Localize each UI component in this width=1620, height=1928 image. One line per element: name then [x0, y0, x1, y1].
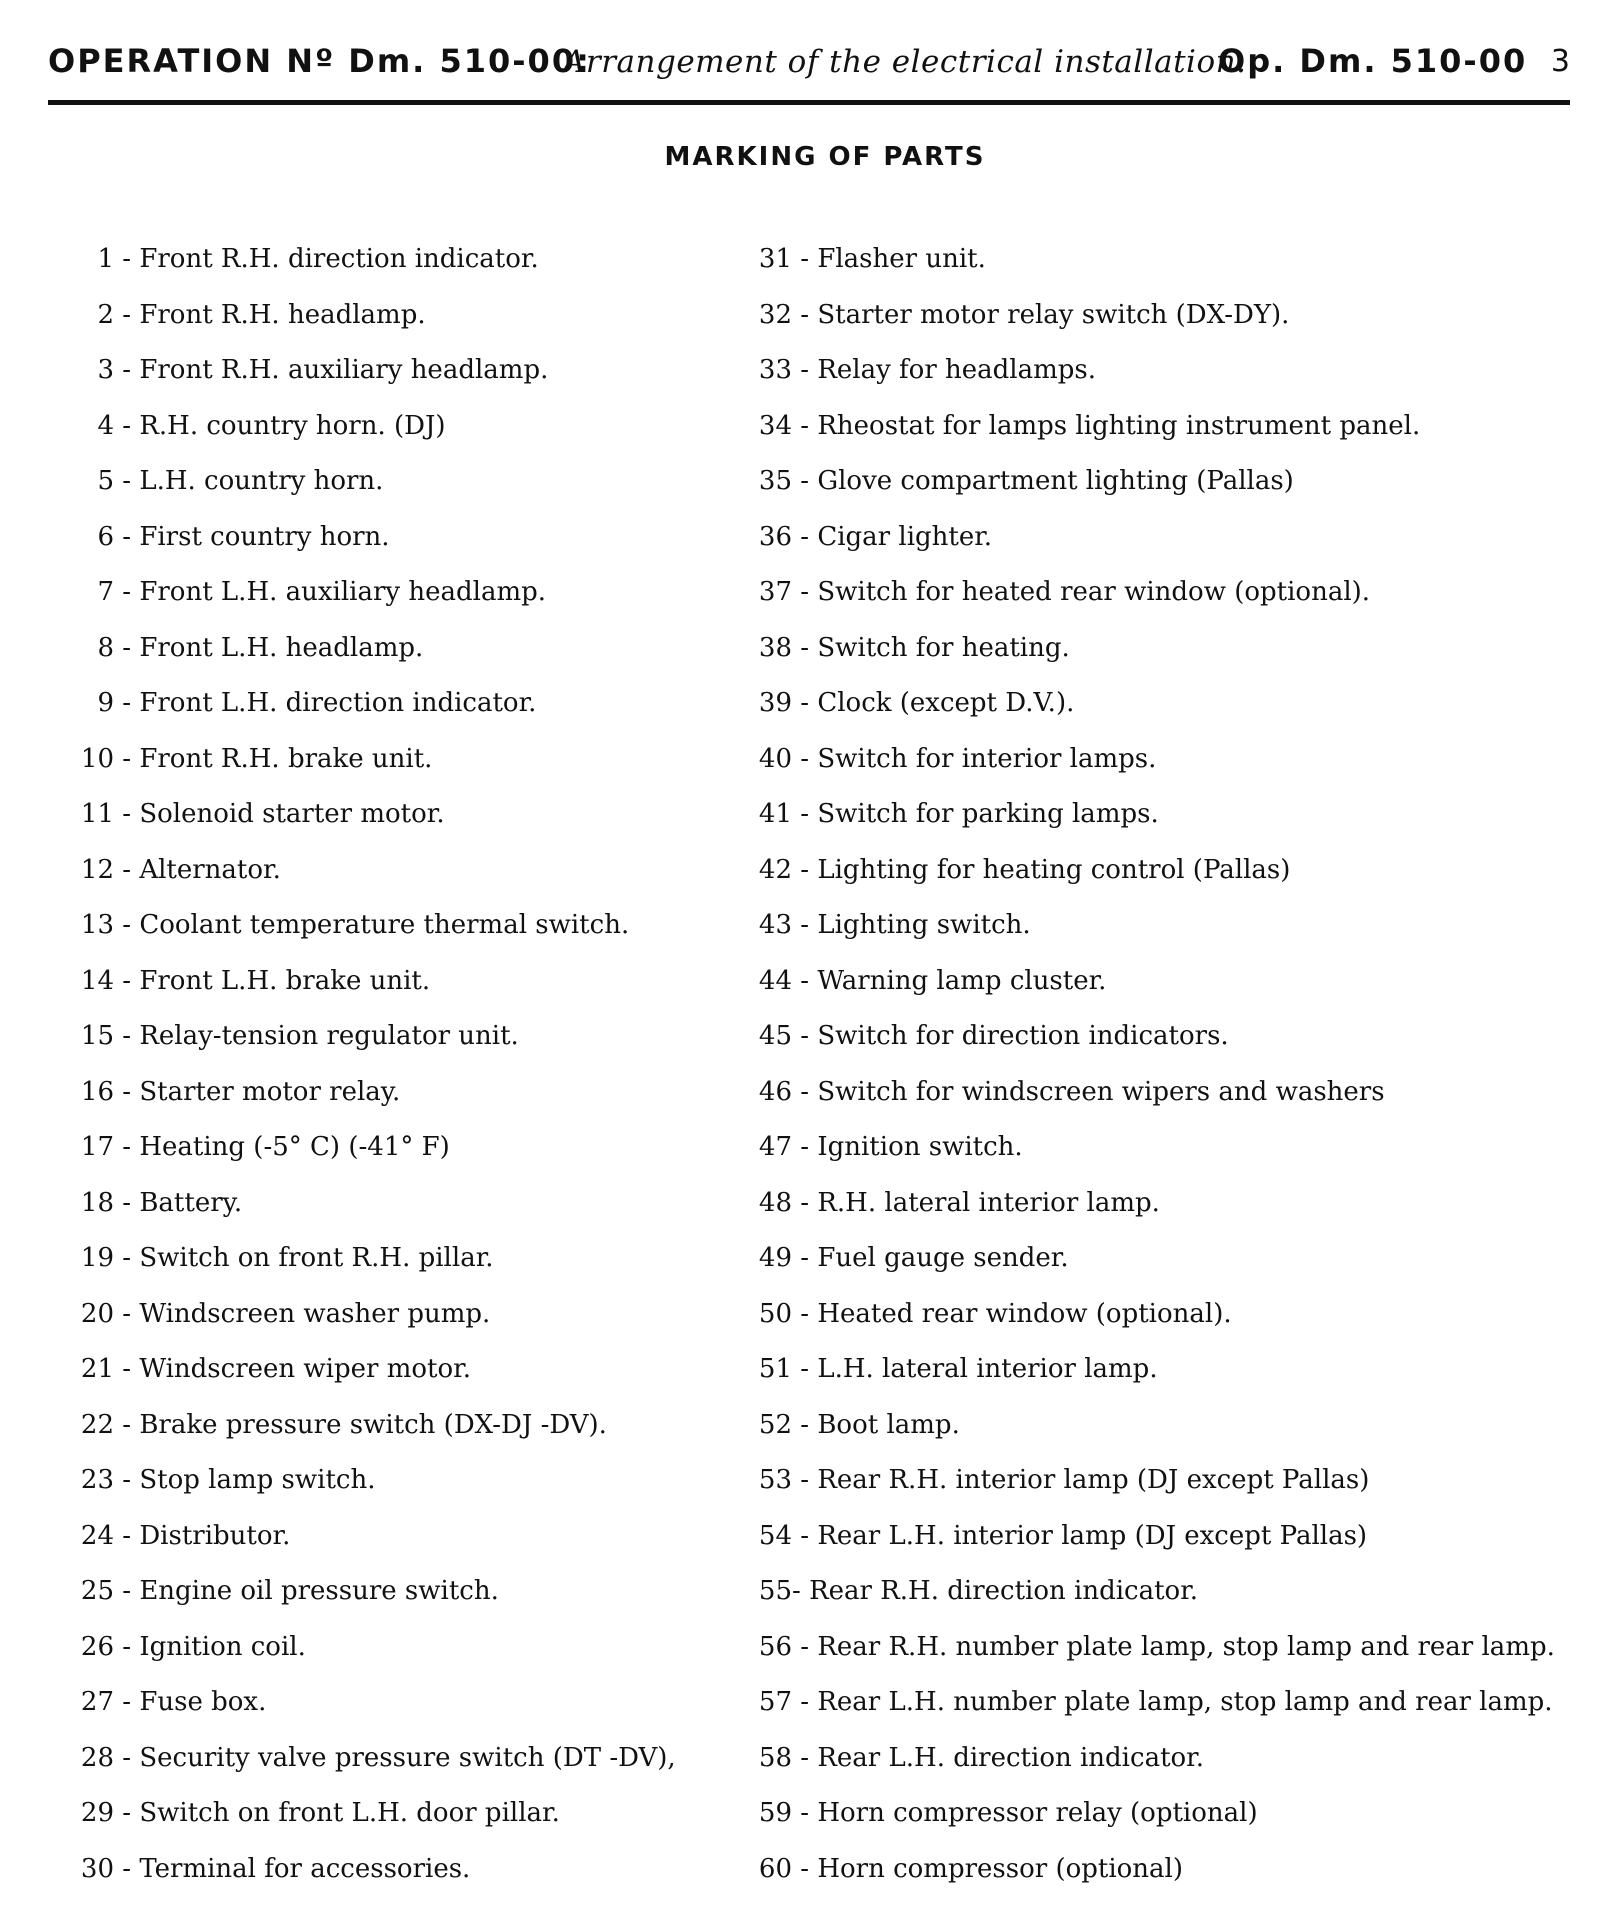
part-number: 20	[80, 1298, 114, 1329]
part-description: Rear R.H. number plate lamp, stop lamp and rear lamp.	[817, 1631, 1555, 1662]
part-description: Switch for windscreen wipers and washers	[817, 1076, 1385, 1107]
part-number: 14	[80, 965, 114, 996]
part-description: Brake pressure switch (DX-DJ -DV).	[139, 1409, 607, 1440]
part-number: 59	[758, 1798, 792, 1828]
list-item	[750, 399, 1580, 455]
separator: -	[792, 1187, 818, 1218]
part-number: 27	[80, 1687, 114, 1717]
list-item	[750, 1287, 1580, 1343]
separator: -	[114, 355, 140, 385]
part-description: Front R.H. headlamp.	[139, 299, 426, 330]
part-number: 41	[758, 799, 792, 829]
part-description: Terminal for accessories.	[139, 1853, 471, 1884]
part-description: Switch for heated rear window (optional).	[817, 577, 1371, 607]
separator: -	[792, 1798, 818, 1828]
separator: -	[114, 1187, 140, 1218]
list-item	[50, 565, 700, 621]
list-item	[750, 1398, 1580, 1454]
separator: -	[114, 854, 140, 885]
separator: -	[792, 577, 818, 607]
part-number: 48	[758, 1187, 792, 1218]
separator: -	[792, 1354, 818, 1384]
part-description: Relay for headlamps.	[817, 355, 1097, 385]
part-description: Starter motor relay.	[139, 1076, 401, 1107]
separator: -	[792, 632, 818, 663]
part-number: 34	[758, 410, 792, 441]
part-number: 1	[97, 244, 114, 274]
list-item	[750, 898, 1580, 954]
list-item	[50, 454, 700, 510]
part-number: 47	[758, 1132, 792, 1162]
part-description: Security valve pressure switch (DT -DV),	[139, 1742, 676, 1773]
part-description: Switch for interior lamps.	[817, 743, 1157, 774]
separator: -	[792, 410, 818, 441]
part-description: Cigar lighter.	[817, 521, 993, 552]
list-item	[750, 1342, 1580, 1398]
part-number: 12	[80, 854, 114, 885]
part-description: Lighting switch.	[817, 910, 1031, 940]
part-description: Switch on front L.H. door pillar.	[139, 1798, 560, 1828]
part-number: 40	[758, 743, 792, 774]
part-number: 28	[80, 1742, 114, 1773]
part-number: 5	[97, 466, 114, 496]
part-description: Heated rear window (optional).	[817, 1298, 1232, 1329]
part-number: 21	[80, 1354, 114, 1384]
separator: -	[114, 1520, 140, 1551]
part-number: 33	[758, 355, 792, 385]
part-number: 11	[80, 799, 114, 829]
part-number: 60	[758, 1853, 792, 1884]
part-number: 4	[97, 410, 114, 441]
list-item	[750, 676, 1580, 732]
part-description: Battery.	[139, 1187, 243, 1218]
header-rule	[48, 100, 1570, 105]
list-item	[50, 1453, 700, 1509]
list-item	[50, 1231, 700, 1287]
separator: -	[792, 1687, 818, 1717]
list-item	[750, 732, 1580, 788]
separator: -	[114, 1631, 140, 1662]
part-number: 55	[758, 1576, 792, 1606]
separator: -	[114, 410, 140, 441]
part-number: 3	[97, 355, 114, 385]
separator: -	[792, 854, 818, 885]
part-description: Front L.H. direction indicator.	[139, 688, 537, 718]
list-item	[750, 1564, 1580, 1620]
list-item	[750, 1509, 1580, 1565]
part-number: 2	[97, 299, 114, 330]
part-description: Ignition coil.	[139, 1631, 306, 1662]
part-description: Front R.H. direction indicator.	[139, 244, 539, 274]
separator: -	[792, 1021, 818, 1051]
page-header	[48, 42, 1570, 88]
separator: -	[114, 1076, 140, 1107]
separator: -	[114, 743, 140, 774]
separator: -	[792, 1076, 818, 1107]
list-item	[50, 621, 700, 677]
separator: -	[114, 521, 140, 552]
list-item	[50, 898, 700, 954]
part-number: 38	[758, 632, 792, 663]
part-number: 44	[758, 965, 792, 996]
separator: -	[792, 1853, 818, 1884]
part-number: 25	[80, 1576, 114, 1606]
list-item	[750, 565, 1580, 621]
part-number: 8	[97, 632, 114, 663]
part-description: Windscreen washer pump.	[139, 1298, 491, 1329]
separator: -	[792, 299, 818, 330]
list-item	[750, 1453, 1580, 1509]
separator: -	[114, 1354, 140, 1384]
part-description: Windscreen wiper motor.	[139, 1354, 471, 1384]
list-item	[750, 1065, 1580, 1121]
part-description: Switch for parking lamps.	[817, 799, 1159, 829]
part-description: Relay-tension regulator unit.	[139, 1021, 519, 1051]
separator: -	[114, 799, 140, 829]
separator: -	[114, 1243, 140, 1273]
part-description: Horn compressor (optional)	[817, 1853, 1184, 1884]
separator: -	[792, 521, 818, 552]
list-item	[50, 1287, 700, 1343]
separator: -	[114, 910, 140, 940]
separator: -	[792, 244, 818, 274]
list-item	[50, 510, 700, 566]
part-description: Rear L.H. direction indicator.	[817, 1742, 1205, 1773]
separator: -	[114, 1021, 140, 1051]
part-number: 9	[97, 688, 114, 718]
separator: -	[114, 688, 140, 718]
part-number: 43	[758, 910, 792, 940]
list-item	[750, 787, 1580, 843]
list-item	[750, 1675, 1580, 1731]
separator: -	[792, 1409, 818, 1440]
separator: -	[792, 1520, 818, 1551]
list-item	[750, 843, 1580, 899]
part-description: R.H. lateral interior lamp.	[817, 1187, 1160, 1218]
part-description: Switch for heating.	[817, 632, 1070, 663]
part-number: 17	[80, 1132, 114, 1162]
separator: -	[114, 1798, 140, 1828]
separator: -	[792, 466, 818, 496]
separator: -	[792, 1742, 818, 1773]
part-description: Solenoid starter motor.	[139, 799, 445, 829]
list-item	[50, 787, 700, 843]
section-title: MARKING OF PARTS	[664, 142, 986, 172]
part-number: 54	[758, 1520, 792, 1551]
part-description: Coolant temperature thermal switch.	[139, 910, 630, 940]
list-item	[750, 1620, 1580, 1676]
part-description: Front L.H. brake unit.	[139, 965, 431, 996]
list-item	[750, 510, 1580, 566]
separator: -	[792, 799, 818, 829]
list-item	[750, 343, 1580, 399]
separator: -	[114, 1409, 140, 1440]
list-item	[750, 288, 1580, 344]
part-number: 35	[758, 466, 792, 496]
part-description: Warning lamp cluster.	[817, 965, 1107, 996]
part-number: 46	[758, 1076, 792, 1107]
list-item	[50, 1509, 700, 1565]
part-number: 10	[80, 743, 114, 774]
part-description: Horn compressor relay (optional)	[817, 1798, 1258, 1828]
list-item	[50, 1009, 700, 1065]
list-item	[50, 232, 700, 288]
part-description: Starter motor relay switch (DX-DY).	[817, 299, 1290, 330]
separator: -	[114, 466, 140, 496]
list-item	[750, 1786, 1580, 1842]
part-description: Clock (except D.V.).	[817, 688, 1075, 718]
part-number: 51	[758, 1354, 792, 1384]
operation-reference: Op. Dm. 510-00	[1218, 42, 1528, 80]
separator: -	[792, 743, 818, 774]
separator: -	[114, 1576, 140, 1606]
part-description: Boot lamp.	[817, 1409, 960, 1440]
part-number: 50	[758, 1298, 792, 1329]
part-description: Rheostat for lamps lighting instrument panel.	[817, 410, 1421, 441]
part-number: 57	[758, 1687, 792, 1717]
part-description: Heating (-5° C) (-41° F)	[139, 1132, 450, 1162]
part-number: 56	[758, 1631, 792, 1662]
list-item	[50, 1842, 700, 1898]
part-number: 31	[758, 244, 792, 274]
separator: -	[792, 1298, 818, 1329]
part-number: 30	[80, 1853, 114, 1884]
part-description: R.H. country horn. (DJ)	[139, 410, 446, 441]
separator: -	[792, 688, 818, 718]
part-description: L.H. country horn.	[139, 466, 384, 496]
separator: -	[114, 299, 140, 330]
part-number: 58	[758, 1742, 792, 1773]
part-description: L.H. lateral interior lamp.	[817, 1354, 1158, 1384]
operation-title: Arrangement of the electrical installation.	[563, 44, 1247, 80]
list-item	[50, 1786, 700, 1842]
list-item	[50, 1065, 700, 1121]
list-item	[50, 1564, 700, 1620]
list-item	[750, 1231, 1580, 1287]
list-item	[50, 1620, 700, 1676]
separator: -	[792, 1465, 818, 1495]
parts-list-left	[50, 232, 700, 1897]
separator: -	[114, 965, 140, 996]
separator: -	[114, 1465, 140, 1495]
separator: -	[114, 244, 140, 274]
list-item	[50, 1675, 700, 1731]
part-description: Flasher unit.	[817, 244, 986, 274]
part-description: Distributor.	[139, 1520, 291, 1551]
separator: -	[114, 1132, 140, 1162]
list-item	[50, 399, 700, 455]
part-number: 6	[97, 521, 114, 552]
part-number: 26	[80, 1631, 114, 1662]
separator: -	[114, 1853, 140, 1884]
list-item	[750, 621, 1580, 677]
list-item	[50, 1120, 700, 1176]
part-description: Rear L.H. interior lamp (DJ except Pallas)	[817, 1520, 1368, 1551]
list-item	[50, 1342, 700, 1398]
page-number: 3	[1550, 44, 1570, 79]
part-description: Switch for direction indicators.	[817, 1021, 1229, 1051]
list-item	[50, 1398, 700, 1454]
separator: -	[792, 355, 818, 385]
separator: -	[792, 1243, 818, 1273]
separator: -	[114, 632, 140, 663]
separator: -	[114, 577, 140, 607]
separator: -	[114, 1742, 140, 1773]
separator: -	[114, 1298, 140, 1329]
part-description: Fuse box.	[139, 1687, 267, 1717]
part-description: Switch on front R.H. pillar.	[139, 1243, 494, 1273]
list-item	[750, 1120, 1580, 1176]
list-item	[750, 1842, 1580, 1898]
list-item	[50, 343, 700, 399]
part-description: Front R.H. auxiliary headlamp.	[139, 355, 549, 385]
part-number: 52	[758, 1409, 792, 1440]
separator: -	[792, 965, 818, 996]
list-item	[750, 232, 1580, 288]
list-item	[50, 676, 700, 732]
part-number: 39	[758, 688, 792, 718]
separator: -	[792, 1631, 818, 1662]
list-item	[750, 1176, 1580, 1232]
part-description: Front R.H. brake unit.	[139, 743, 433, 774]
part-description: Engine oil pressure switch.	[139, 1576, 499, 1606]
list-item	[750, 954, 1580, 1010]
part-number: 42	[758, 854, 792, 885]
separator: -	[792, 1132, 818, 1162]
list-item	[50, 288, 700, 344]
part-number: 13	[80, 910, 114, 940]
part-number: 18	[80, 1187, 114, 1218]
list-item	[50, 732, 700, 788]
part-description: Glove compartment lighting (Pallas)	[817, 466, 1294, 496]
list-item	[50, 1731, 700, 1787]
part-number: 29	[80, 1798, 114, 1828]
part-number: 37	[758, 577, 792, 607]
part-description: Stop lamp switch.	[139, 1465, 376, 1495]
part-number: 7	[97, 577, 114, 607]
part-number: 32	[758, 299, 792, 330]
part-number: 45	[758, 1021, 792, 1051]
part-description: Front L.H. headlamp.	[139, 632, 424, 663]
part-description: Ignition switch.	[817, 1132, 1023, 1162]
part-description: Rear R.H. interior lamp (DJ except Pallas)	[817, 1465, 1370, 1495]
list-item	[50, 1176, 700, 1232]
part-description: Lighting for heating control (Pallas)	[817, 854, 1291, 885]
part-number: 24	[80, 1520, 114, 1551]
part-description: Alternator.	[139, 854, 281, 885]
part-description: Rear R.H. direction indicator.	[809, 1576, 1199, 1606]
part-description: Front L.H. auxiliary headlamp.	[139, 577, 547, 607]
separator: -	[792, 1576, 810, 1606]
separator: -	[114, 1687, 140, 1717]
part-number: 36	[758, 521, 792, 552]
separator: -	[792, 910, 818, 940]
part-number: 19	[80, 1243, 114, 1273]
part-number: 22	[80, 1409, 114, 1440]
part-description: Rear L.H. number plate lamp, stop lamp and rear lamp.	[817, 1687, 1553, 1717]
part-description: Fuel gauge sender.	[817, 1243, 1069, 1273]
list-item	[750, 1731, 1580, 1787]
list-item	[750, 1009, 1580, 1065]
part-number: 15	[80, 1021, 114, 1051]
part-number: 16	[80, 1076, 114, 1107]
part-number: 23	[80, 1465, 114, 1495]
list-item	[50, 843, 700, 899]
part-description: First country horn.	[139, 521, 390, 552]
list-item	[50, 954, 700, 1010]
parts-list-right	[750, 232, 1580, 1897]
part-number: 53	[758, 1465, 792, 1495]
part-number: 49	[758, 1243, 792, 1273]
operation-number: OPERATION Nº Dm. 510-00:	[48, 42, 591, 80]
list-item	[750, 454, 1580, 510]
